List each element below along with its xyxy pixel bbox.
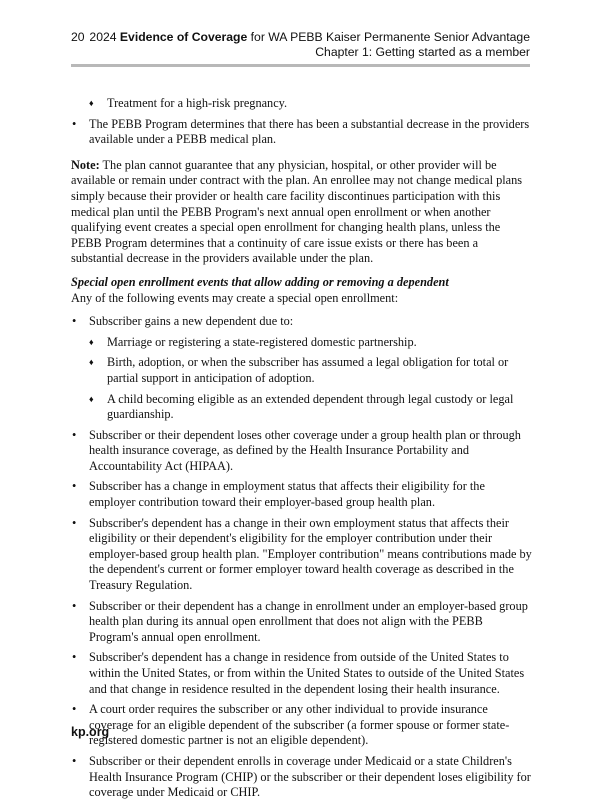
list-item: • Subscriber or their dependent enrolls in coverage under Medicaid or a state Children's Health Insurance Program (CHIP) or the subscriber or their dependent loses eligibility for coverage under Medicaid or CHIP. bbox=[71, 754, 533, 801]
header-divider bbox=[71, 64, 530, 67]
page-header bbox=[71, 30, 530, 60]
note-label: Note: bbox=[71, 157, 100, 172]
list-item: ♦ Treatment for a high-risk pregnancy. bbox=[71, 96, 533, 112]
list-item: • Subscriber or their dependent has a change in enrollment under an employer-based group health plan during its annual open enrollment that does not align with the PEBB Program's annual open enrollment. bbox=[71, 599, 533, 646]
title-year: 2024 bbox=[89, 30, 120, 44]
list-item: ♦ Birth, adoption, or when the subscriber has assumed a legal obligation for total or partial support in anticipation of adoption. bbox=[71, 355, 533, 386]
section-intro: Any of the following events may create a special open enrollment: bbox=[71, 290, 399, 305]
note-paragraph bbox=[71, 158, 533, 267]
title-suffix: for WA PEBB Kaiser Permanente Senior Advantage bbox=[247, 30, 530, 44]
section-heading: Special open enrollment events that allow adding or removing a dependent bbox=[71, 274, 449, 289]
list-item: ♦ A child becoming eligible as an extended dependent through legal custody or legal guardianship. bbox=[71, 392, 533, 423]
note-text: The plan cannot guarantee that any physician, hospital, or other provider will be available or remain under contract with the plan. An enrollee may not change medical plans simply because their provider or health care facility discontinues participation with this medical plan until the PEBB Program's next annual open enrollment or when another qualifying event creates a special open enrollment for changing health plans, unless the PEBB Program determines that a continuity of care issue exists or there has been a substantial decrease in the providers available under the plan. bbox=[71, 157, 523, 266]
chapter-title: Chapter 1: Getting started as a member bbox=[315, 45, 530, 59]
list-item: • Subscriber has a change in employment status that affects their eligibility for the employer contribution toward their employer-based group health plan. bbox=[71, 479, 533, 510]
list-item: • The PEBB Program determines that there has been a substantial decrease in the providers available under a PEBB medical plan. bbox=[71, 117, 533, 148]
title-bold: Evidence of Coverage bbox=[119, 30, 248, 44]
list-item: • A court order requires the subscriber or any other individual to provide insurance coverage for an eligible dependent of the subscriber (a former spouse or former state-registered domestic partner is not an eligible dependent). bbox=[71, 702, 533, 749]
list-item: • Subscriber or their dependent loses other coverage under a group health plan or through health insurance coverage, as defined by the Health Insurance Portability and Accountability Act (HIPAA). bbox=[71, 428, 533, 475]
list-item: • Subscriber gains a new dependent due to: bbox=[71, 314, 533, 330]
page-number: 20 bbox=[71, 30, 85, 44]
list-item: ♦ Marriage or registering a state-registered domestic partnership. bbox=[71, 335, 533, 351]
event-list bbox=[71, 314, 533, 801]
top-list bbox=[71, 96, 533, 148]
list-item: • Subscriber's dependent has a change in residence from outside of the United States to within the United States, or from within the United States to outside of the United States and that change in residence resulted in the dependent losing their health insurance. bbox=[71, 650, 533, 697]
document-title bbox=[71, 30, 530, 45]
footer-link[interactable]: kp.org bbox=[71, 725, 110, 739]
list-item: • Subscriber's dependent has a change in their own employment status that affects their eligibility or their dependent's eligibility for the employer contribution under their employer-based group health plan. "Employer contribution" means contributions made by the dependent's current or former employer toward health coverage as described in the Treasury Regulation. bbox=[71, 516, 533, 594]
page-body bbox=[71, 96, 533, 806]
